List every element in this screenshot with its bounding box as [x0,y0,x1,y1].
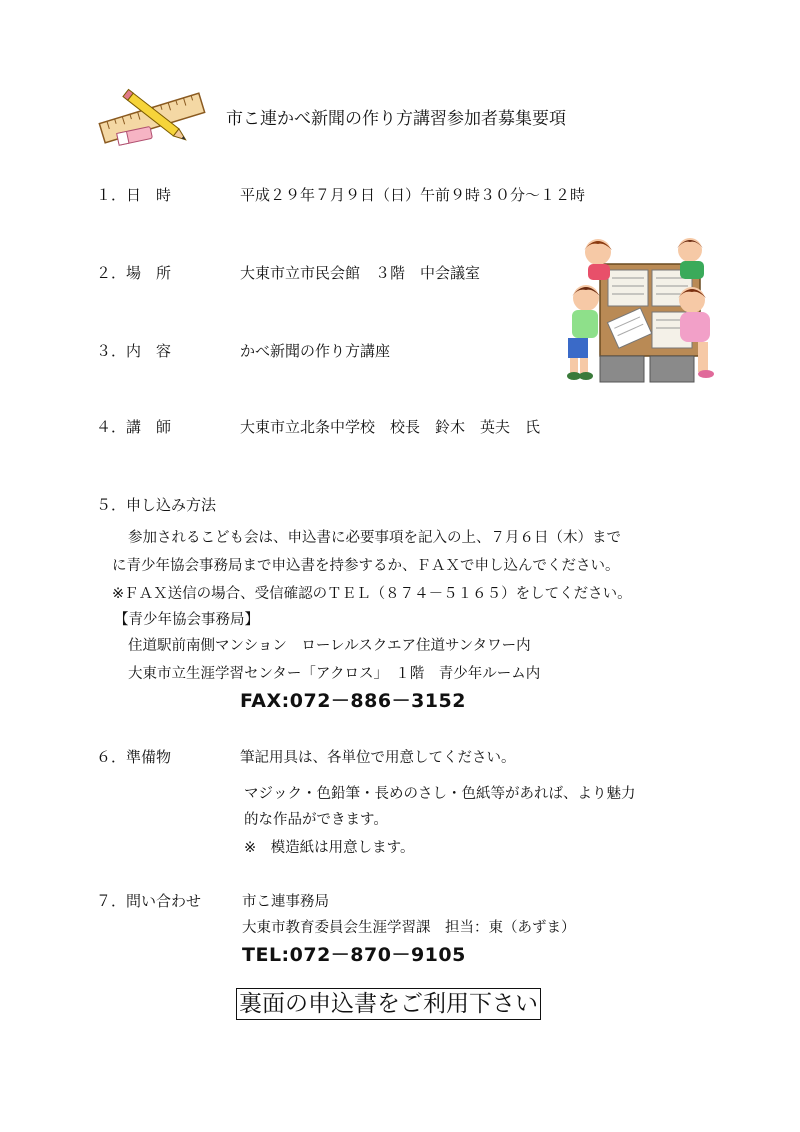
back-side-notice: 裏面の申込書をご利用下さい [236,988,541,1020]
section5-line: ※ＦＡＸ送信の場合、受信確認のＴＥＬ（８７４－５１６５）をしてください。 [112,586,632,602]
page-title: 市こ連かべ新聞の作り方講習参加者募集要項 [226,109,566,129]
section6-label: ６．準備物 [96,748,172,766]
children-newspaper-illustration [560,234,730,386]
section5-label: ５．申し込み方法 [96,496,217,514]
section5-line: 参加されるこども会は、申込書に必要事項を記入の上、７月６日（木）まで [128,530,621,546]
item-label-lecturer: ４．講 師 [96,418,172,436]
item-value-datetime: 平成２９年７月９日（日）午前９時３０分～１２時 [240,186,586,204]
section6-line: 的な作品ができます。 [244,812,388,828]
section5-line: 【青少年協会事務局】 [114,612,259,628]
section5-line: に青少年協会事務局まで申込書を持参するか、ＦＡＸで申し込んでください。 [112,558,620,574]
section6-line: マジック・色鉛筆・長めのさし・色紙等があれば、より魅力 [244,786,636,802]
tel-number: TEL:072－870－9105 [242,944,466,966]
section6-line: 筆記用具は、各単位で用意してください。 [240,750,516,766]
section5-line: 大東市立生涯学習センター「アクロス」 １階 青少年ルーム内 [128,666,541,682]
section5-line: 住道駅前南側マンション ローレルスクエア住道サンタワー内 [128,638,531,654]
ruler-pencil-eraser-icon [94,86,210,150]
fax-number: FAX:072－886－3152 [240,690,466,712]
item-label-datetime: １．日 時 [96,186,172,204]
section7-line: 市こ連事務局 [242,894,329,910]
item-value-lecturer: 大東市立北条中学校 校長 鈴木 英夫 氏 [240,418,541,436]
section6-line: ※ 模造紙は用意します。 [244,840,415,856]
section7-label: ７．問い合わせ [96,892,202,910]
section7-line: 大東市教育委員会生涯学習課 担当：東（あずま） [242,920,576,936]
item-label-place: ２．場 所 [96,264,172,282]
item-label-content: ３．内 容 [96,342,172,360]
item-value-content: かべ新聞の作り方講座 [240,342,391,360]
item-value-place: 大東市立市民会館 ３階 中会議室 [240,264,481,282]
